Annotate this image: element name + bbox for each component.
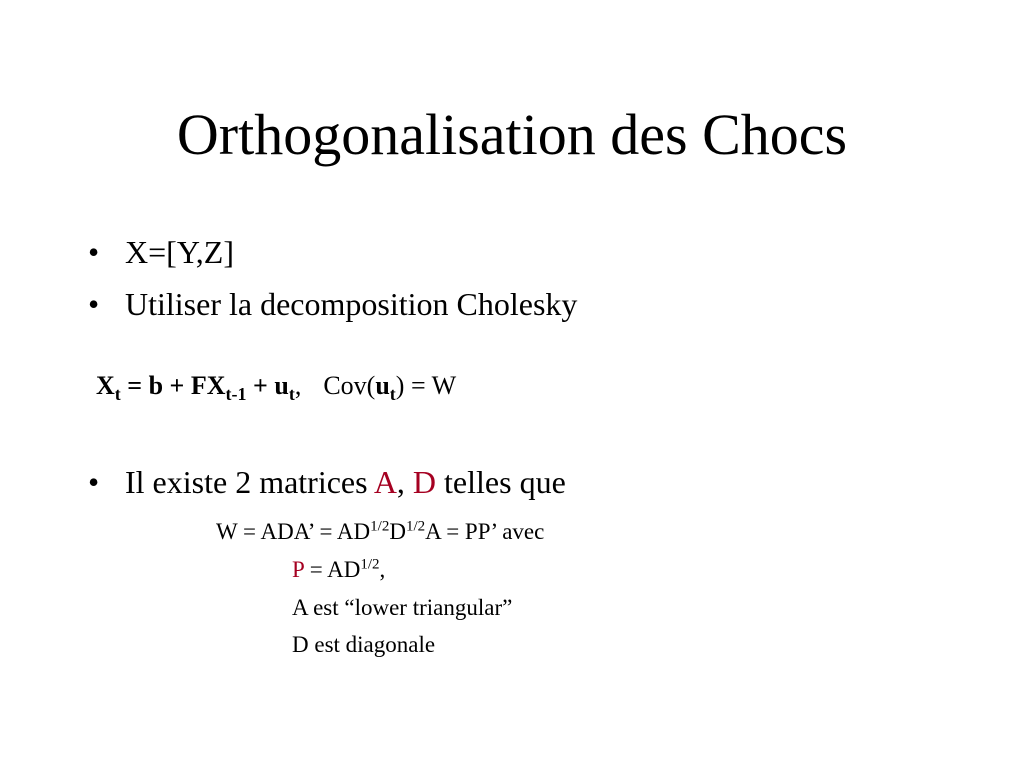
eq-x: X — [96, 371, 115, 400]
detail-text: = AD — [303, 557, 361, 582]
bullet-text: X=[Y,Z] — [125, 234, 234, 270]
detail-text: D — [389, 519, 406, 544]
bullet-text-prefix: Il existe 2 matrices — [125, 464, 374, 500]
eq-plus: + — [246, 371, 275, 400]
detail-sup: 1/2 — [405, 518, 426, 535]
matrix-p: P — [292, 557, 304, 582]
detail-text: , — [379, 557, 386, 582]
var-equation — [96, 368, 456, 404]
bullet-dot: • — [88, 286, 100, 322]
bullet-item-3 — [88, 462, 566, 502]
eq-cov-open: Cov( — [323, 371, 376, 400]
eq-u: u — [274, 371, 289, 400]
matrix-d: D — [412, 464, 437, 500]
bullet-item-1 — [88, 232, 234, 272]
eq-comma: , — [294, 371, 302, 400]
detail-line-2 — [292, 556, 385, 584]
bullet-dot: • — [88, 234, 100, 270]
detail-line-4: D est diagonale — [292, 632, 436, 657]
eq-sub-t: t — [288, 384, 295, 405]
detail-line-1 — [216, 518, 544, 546]
eq-cov-close: ) = W — [395, 371, 457, 400]
eq-sub-t: t — [114, 384, 121, 405]
bullet-item-2 — [88, 284, 577, 324]
eq-cov-u: u — [375, 371, 390, 400]
detail-line-3: A est “lower triangular” — [292, 595, 513, 620]
detail-sup: 1/2 — [360, 556, 380, 573]
bullet-dot: • — [88, 464, 100, 500]
slide-title: Orthogonalisation des Chocs — [176, 102, 848, 167]
bullet-text-suffix: telles que — [436, 464, 566, 500]
detail-text: A = PP’ avec — [425, 519, 545, 544]
bullet-sep: , — [396, 464, 413, 500]
bullet-text: Utiliser la decomposition Cholesky — [125, 286, 578, 322]
eq-sub-t-minus-1: t-1 — [225, 384, 247, 405]
eq-rhs: = b + FX — [120, 371, 226, 400]
detail-sup: 1/2 — [370, 518, 390, 535]
matrix-a: A — [373, 464, 397, 500]
detail-text: W = ADA’ = AD — [216, 519, 371, 544]
eq-sub-t: t — [389, 384, 396, 405]
